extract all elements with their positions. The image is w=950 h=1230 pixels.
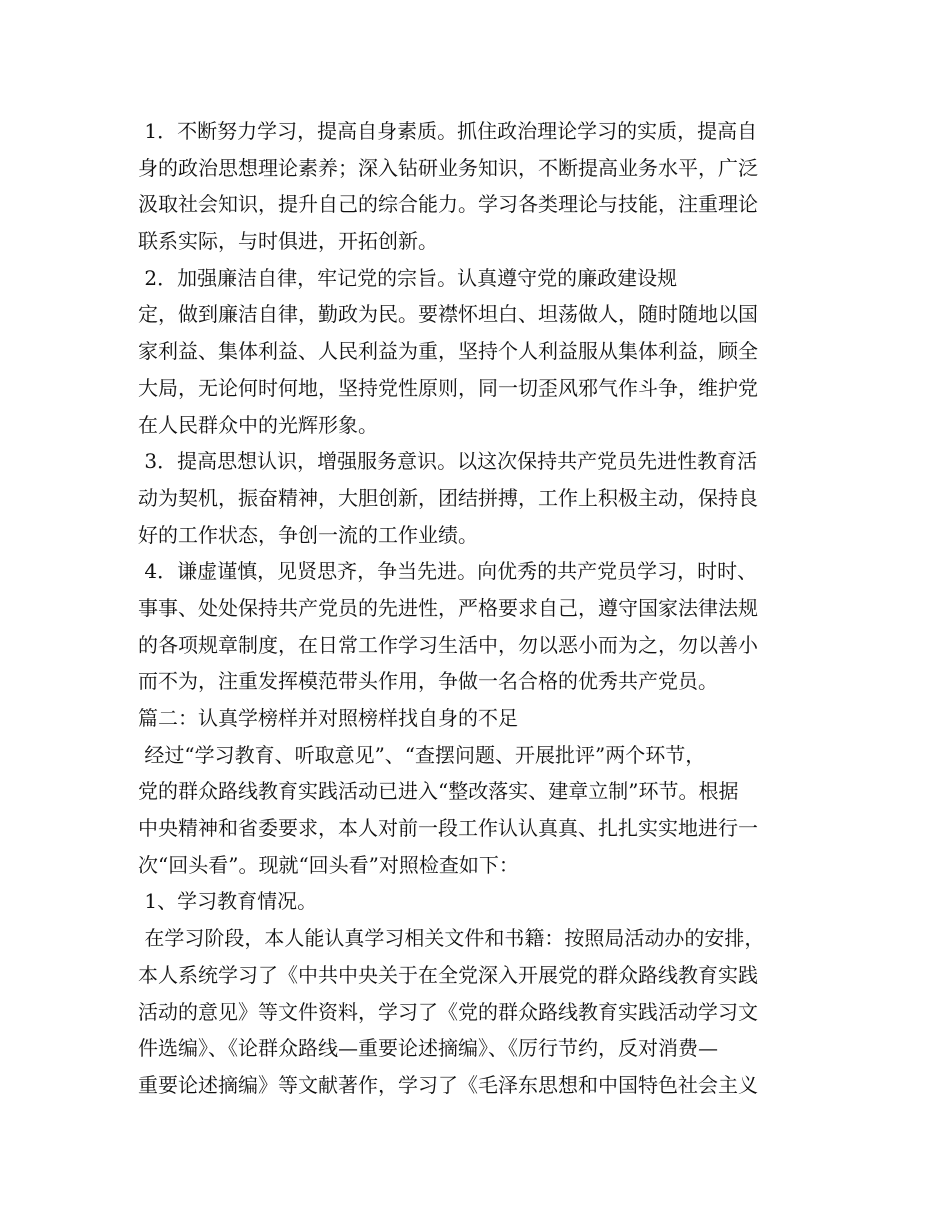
text-line: 身的政治思想理论素养；深入钻研业务知识，不断提高业务水平，广泛 (138, 155, 758, 180)
text-line: 在人民群众中的光辉形象。 (138, 412, 378, 437)
document-body (138, 113, 828, 1104)
text-line: 好的工作状态，争创一流的工作业绩。 (138, 522, 478, 547)
text-line: 而不为，注重发挥模范带头作用，争做一名合格的优秀共产党员。 (138, 669, 718, 694)
text-line: 事事、处处保持共产党员的先进性，严格要求自己，遵守国家法律法规 (138, 595, 758, 620)
text-line: 重要论述摘编》等文献著作，学习了《毛泽东思想和中国特色社会主义 (138, 1072, 758, 1097)
text-line: 2．加强廉洁自律，牢记党的宗旨。认真遵守党的廉政建设规 (138, 265, 678, 290)
text-line: 次“回头看”。现就“回头看”对照检查如下： (138, 852, 519, 877)
text-line: 的各项规章制度，在日常工作学习生活中，勿以恶小而为之，勿以善小 (138, 632, 758, 657)
text-line: 件选编》、《论群众路线—重要论述摘编》、《厉行节约，反对消费— (138, 1036, 718, 1061)
text-line: 大局，无论何时何地，坚持党性原则，同一切歪风邪气作斗争，维护党 (138, 375, 758, 400)
text-line: 经过“学习教育、听取意见”、“查摆问题、开展批评”两个环节， (138, 742, 706, 767)
text-line: 活动的意见》等文件资料，学习了《党的群众路线教育实践活动学习文 (138, 999, 758, 1024)
text-line: 3．提高思想认识，增强服务意识。以这次保持共产党员先进性教育活 (138, 449, 758, 474)
text-line: 联系实际，与时俱进，开拓创新。 (138, 229, 438, 254)
text-line: 4．谦虚谨慎，见贤思齐，争当先进。向优秀的共产党员学习，时时、 (138, 559, 758, 584)
text-line: 党的群众路线教育实践活动已进入“整改落实、建章立制”环节。根据 (138, 779, 739, 804)
text-line: 中央精神和省委要求，本人对前一段工作认认真真、扎扎实实地进行一 (138, 816, 758, 841)
text-line: 家利益、集体利益、人民利益为重，坚持个人利益服从集体利益，顾全 (138, 339, 758, 364)
text-line: 动为契机，振奋精神，大胆创新，团结拼搏，工作上积极主动，保持良 (138, 485, 758, 510)
text-line: 本人系统学习了《中共中央关于在全党深入开展党的群众路线教育实践 (138, 962, 758, 987)
text-line: 1、学习教育情况。 (138, 889, 318, 914)
text-line: 汲取社会知识，提升自己的综合能力。学习各类理论与技能，注重理论 (138, 192, 758, 217)
text-line: 定，做到廉洁自律，勤政为民。要襟怀坦白、坦荡做人，随时随地以国 (138, 302, 758, 327)
text-line: 1．不断努力学习，提高自身素质。抓住政治理论学习的实质，提高自 (138, 119, 758, 143)
text-line: 篇二：认真学榜样并对照榜样找自身的不足 (138, 706, 518, 730)
text-line: 在学习阶段，本人能认真学习相关文件和书籍：按照局活动办的安排， (138, 926, 765, 951)
